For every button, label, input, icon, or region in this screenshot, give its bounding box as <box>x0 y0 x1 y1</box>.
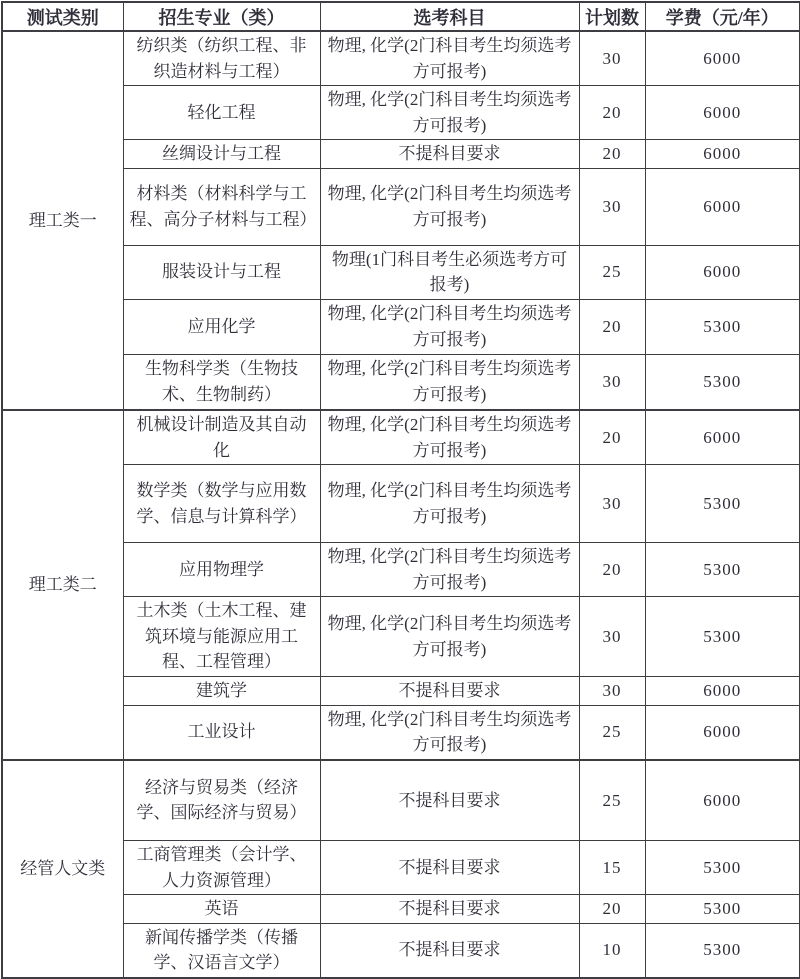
subjects-cell: 物理, 化学(2门科目考生均须选考方可报考) <box>320 543 579 597</box>
fee-cell: 5300 <box>645 597 800 677</box>
plan-cell: 25 <box>579 245 645 299</box>
fee-cell: 6000 <box>645 410 800 465</box>
fee-cell: 6000 <box>645 245 800 299</box>
col-header-test-category: 测试类别 <box>2 2 123 31</box>
subjects-cell: 不提科目要求 <box>320 140 579 169</box>
plan-cell: 25 <box>579 705 645 760</box>
plan-cell: 30 <box>579 677 645 706</box>
subjects-cell: 物理, 化学(2门科目考生均须选考方可报考) <box>320 299 579 354</box>
major-cell: 轻化工程 <box>123 86 320 140</box>
fee-cell: 5300 <box>645 841 800 895</box>
subjects-cell: 不提科目要求 <box>320 760 579 841</box>
major-cell: 新闻传播学类（传播学、汉语言文学） <box>123 923 320 978</box>
subjects-cell: 不提科目要求 <box>320 841 579 895</box>
col-header-major: 招生专业（类） <box>123 2 320 31</box>
plan-cell: 30 <box>579 465 645 543</box>
table-row <box>2 760 800 841</box>
table-row <box>2 31 800 86</box>
fee-cell: 6000 <box>645 760 800 841</box>
fee-cell: 5300 <box>645 465 800 543</box>
subjects-cell: 物理, 化学(2门科目考生均须选考方可报考) <box>320 31 579 86</box>
plan-cell: 30 <box>579 597 645 677</box>
fee-cell: 5300 <box>645 354 800 410</box>
subjects-cell: 物理, 化学(2门科目考生均须选考方可报考) <box>320 705 579 760</box>
plan-cell: 20 <box>579 299 645 354</box>
fee-cell: 6000 <box>645 31 800 86</box>
fee-cell: 6000 <box>645 140 800 169</box>
major-cell: 英语 <box>123 895 320 924</box>
subjects-cell: 物理(1门科目考生必须选考方可报考) <box>320 245 579 299</box>
col-header-plan: 计划数 <box>579 2 645 31</box>
major-cell: 材料类（材料科学与工程、高分子材料与工程） <box>123 168 320 245</box>
fee-cell: 5300 <box>645 895 800 924</box>
subjects-cell: 物理, 化学(2门科目考生均须选考方可报考) <box>320 168 579 245</box>
plan-cell: 25 <box>579 760 645 841</box>
plan-cell: 20 <box>579 410 645 465</box>
col-header-subjects: 选考科目 <box>320 2 579 31</box>
fee-cell: 6000 <box>645 677 800 706</box>
major-cell: 丝绸设计与工程 <box>123 140 320 169</box>
major-cell: 机械设计制造及其自动化 <box>123 410 320 465</box>
fee-cell: 6000 <box>645 705 800 760</box>
subjects-cell: 物理, 化学(2门科目考生均须选考方可报考) <box>320 597 579 677</box>
major-cell: 工业设计 <box>123 705 320 760</box>
major-cell: 服装设计与工程 <box>123 245 320 299</box>
plan-cell: 20 <box>579 86 645 140</box>
plan-cell: 10 <box>579 923 645 978</box>
plan-cell: 20 <box>579 140 645 169</box>
fee-cell: 6000 <box>645 86 800 140</box>
major-cell: 建筑学 <box>123 677 320 706</box>
admissions-table <box>1 1 800 979</box>
header-row <box>2 2 800 31</box>
major-cell: 土木类（土木工程、建筑环境与能源应用工程、工程管理） <box>123 597 320 677</box>
major-cell: 应用化学 <box>123 299 320 354</box>
major-cell: 纺织类（纺织工程、非织造材料与工程） <box>123 31 320 86</box>
group-cell-science-1: 理工类一 <box>2 31 123 410</box>
major-cell: 生物科学类（生物技术、生物制药） <box>123 354 320 410</box>
subjects-cell: 物理, 化学(2门科目考生均须选考方可报考) <box>320 410 579 465</box>
subjects-cell: 不提科目要求 <box>320 923 579 978</box>
plan-cell: 30 <box>579 31 645 86</box>
group-cell-econ-humanities: 经管人文类 <box>2 760 123 978</box>
fee-cell: 5300 <box>645 543 800 597</box>
major-cell: 数学类（数学与应用数学、信息与计算科学） <box>123 465 320 543</box>
major-cell: 经济与贸易类（经济学、国际经济与贸易） <box>123 760 320 841</box>
plan-cell: 15 <box>579 841 645 895</box>
fee-cell: 6000 <box>645 168 800 245</box>
major-cell: 工商管理类（会计学、人力资源管理） <box>123 841 320 895</box>
plan-cell: 30 <box>579 354 645 410</box>
table-row <box>2 410 800 465</box>
subjects-cell: 物理, 化学(2门科目考生均须选考方可报考) <box>320 354 579 410</box>
major-cell: 应用物理学 <box>123 543 320 597</box>
subjects-cell: 不提科目要求 <box>320 677 579 706</box>
subjects-cell: 物理, 化学(2门科目考生均须选考方可报考) <box>320 465 579 543</box>
fee-cell: 5300 <box>645 299 800 354</box>
plan-cell: 20 <box>579 543 645 597</box>
subjects-cell: 不提科目要求 <box>320 895 579 924</box>
fee-cell: 5300 <box>645 923 800 978</box>
subjects-cell: 物理, 化学(2门科目考生均须选考方可报考) <box>320 86 579 140</box>
plan-cell: 30 <box>579 168 645 245</box>
col-header-fee: 学费（元/年） <box>645 2 800 31</box>
plan-cell: 20 <box>579 895 645 924</box>
group-cell-science-2: 理工类二 <box>2 410 123 760</box>
